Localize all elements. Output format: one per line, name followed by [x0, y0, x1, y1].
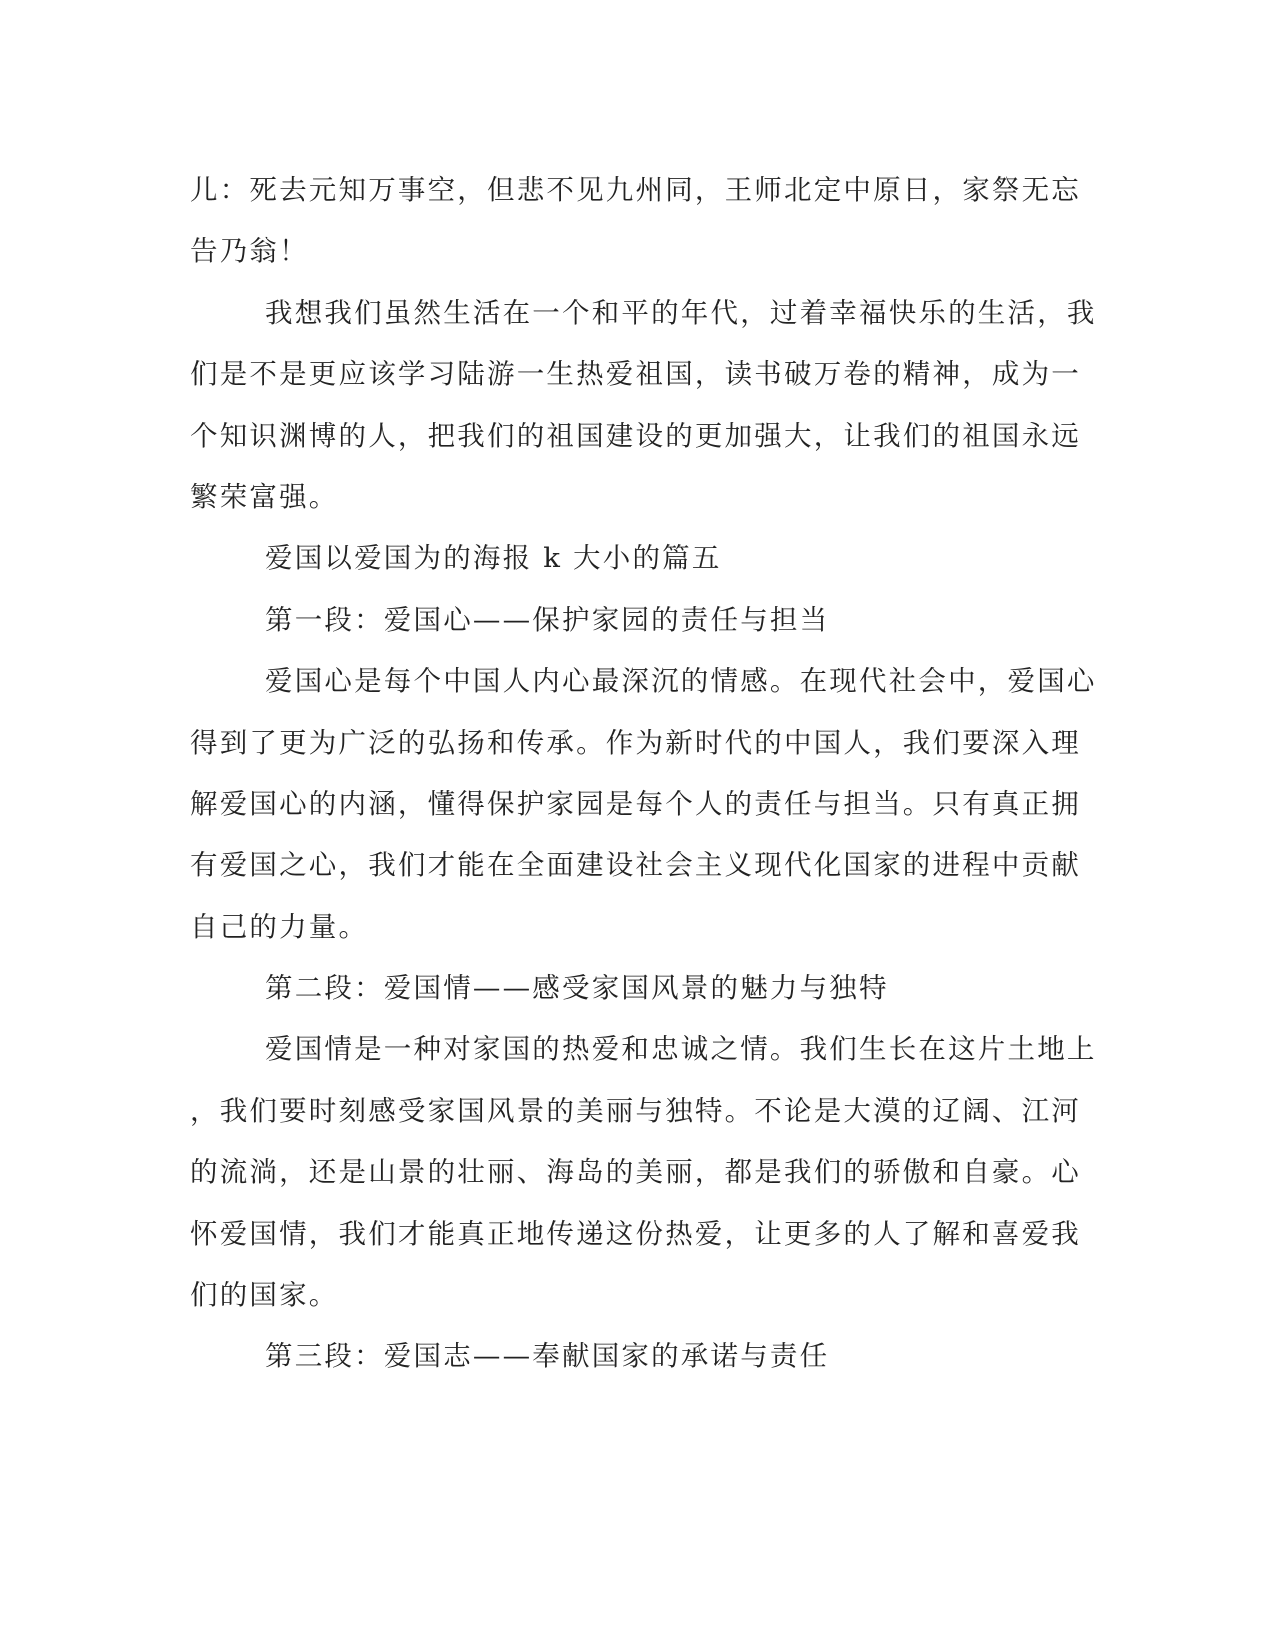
text-line: 有爱国之心，我们才能在全面建设社会主义现代化国家的进程中贡献: [190, 849, 1081, 882]
text-line: ，我们要时刻感受家国风景的美丽与独特。不论是大漠的辽阔、江河: [190, 1094, 1081, 1127]
text-line: 告乃翁！: [190, 235, 309, 268]
paragraph-start-line: 爱国情是一种对家国的热爱和忠诚之情。我们生长在这片土地上: [265, 1033, 1097, 1066]
text-line: 自己的力量。: [190, 910, 369, 943]
text-line: 得到了更为广泛的弘扬和传承。作为新时代的中国人，我们要深入理: [190, 726, 1081, 759]
text-line: 们是不是更应该学习陆游一生热爱祖国，读书破万卷的精神，成为一: [190, 358, 1081, 391]
text-line: 解爱国心的内涵，懂得保护家园是每个人的责任与担当。只有真正拥: [190, 787, 1081, 820]
text-line: 繁荣富强。: [190, 480, 339, 513]
document-body: [190, 160, 1097, 1388]
text-line: 个知识渊博的人，把我们的祖国建设的更加强大，让我们的祖国永远: [190, 419, 1081, 452]
section-heading-2: 第二段：爱国情——感受家国风景的魅力与独特: [265, 972, 889, 1005]
section-heading-1: 第一段：爱国心——保护家园的责任与担当: [265, 603, 830, 636]
section-title: 爱国以爱国为的海报 k 大小的篇五: [265, 542, 722, 575]
text-line: 怀爱国情，我们才能真正地传递这份热爱，让更多的人了解和喜爱我: [190, 1217, 1081, 1250]
text-line: 们的国家。: [190, 1279, 339, 1312]
paragraph-start-line: 我想我们虽然生活在一个和平的年代，过着幸福快乐的生活，我: [265, 296, 1097, 329]
paragraph-start-line: 爱国心是每个中国人内心最深沉的情感。在现代社会中，爱国心: [265, 665, 1097, 698]
section-heading-3: 第三段：爱国志——奉献国家的承诺与责任: [265, 1340, 830, 1373]
text-line: 儿：死去元知万事空，但悲不见九州同，王师北定中原日，家祭无忘: [190, 174, 1081, 206]
text-line: 的流淌，还是山景的壮丽、海岛的美丽，都是我们的骄傲和自豪。心: [190, 1156, 1081, 1189]
